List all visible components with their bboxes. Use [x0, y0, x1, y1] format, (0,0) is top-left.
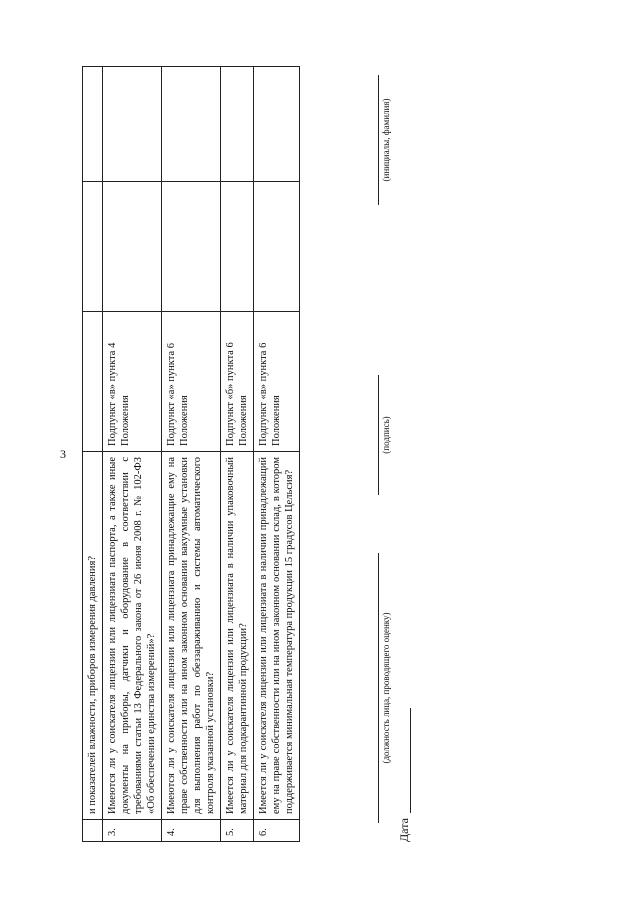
- reference-cell: Подпункт «в» пункта 4 Положения: [103, 312, 162, 452]
- question-cell: Имеются ли у соискателя лицензии или лицензиата принадлежащие ему на праве собственности или на ином законном основании вакуумные установки для выполнения работ по обеззараживанию и системы автоматического контроля указанной установки?: [162, 452, 221, 820]
- reference-cell: [83, 312, 103, 452]
- position-label: (должность лица, проводящего оценку): [381, 612, 391, 764]
- question-cell: Имеются ли у соискателя лицензии или лицензиата паспорта, а также иные документы на приборы, датчики и оборудование в соответствии с требованиями статьи 13 Федерального закона от 26 июня 2008 г. № 102-ФЗ «Об обеспечении единства измерений»?: [103, 452, 162, 820]
- page-number: 3: [60, 447, 66, 461]
- table-row: [103, 67, 162, 842]
- note-cell: [162, 67, 221, 182]
- date-line: [410, 708, 411, 813]
- table-row: [162, 67, 221, 842]
- signature-line: [378, 375, 379, 495]
- note-cell: [221, 67, 254, 182]
- reference-cell: Подпункт «а» пункта 6 Положения: [162, 312, 221, 452]
- answer-cell: [221, 182, 254, 312]
- note-cell: [254, 67, 300, 182]
- position-signature-line: [378, 553, 379, 823]
- table-row: [221, 67, 254, 842]
- answer-cell: [254, 182, 300, 312]
- row-number-cell: 3.: [103, 820, 162, 842]
- row-number-cell: [83, 820, 103, 842]
- question-cell: Имеется ли у соискателя лицензии или лицензиата в наличии принадлежащий ему на праве собственности или на ином законном основании склад, в котором поддерживается минимальная температура продукции 15 градусов Цельсия?: [254, 452, 300, 820]
- note-cell: [83, 67, 103, 182]
- answer-cell: [162, 182, 221, 312]
- answer-cell: [83, 182, 103, 312]
- reference-cell: Подпункт «в» пункта 6 Положения: [254, 312, 300, 452]
- date-label: Дата: [397, 818, 411, 842]
- checklist-table: [82, 66, 300, 842]
- row-number-cell: 6.: [254, 820, 300, 842]
- signature-label: (подпись): [381, 416, 391, 454]
- reference-cell: Подпункт «б» пункта 6 Положения: [221, 312, 254, 452]
- row-number-cell: 5.: [221, 820, 254, 842]
- table-row: [83, 67, 103, 842]
- name-signature-line: [378, 75, 379, 205]
- row-number-cell: 4.: [162, 820, 221, 842]
- table-row: [254, 67, 300, 842]
- question-cell: Имеется ли у соискателя лицензии или лицензиата в наличии упаковочный материал для подкарантинной продукции?: [221, 452, 254, 820]
- name-label: (инициалы, фамилия): [381, 98, 391, 182]
- question-cell: и показателей влажности, приборов измерения давления?: [83, 452, 103, 820]
- answer-cell: [103, 182, 162, 312]
- note-cell: [103, 67, 162, 182]
